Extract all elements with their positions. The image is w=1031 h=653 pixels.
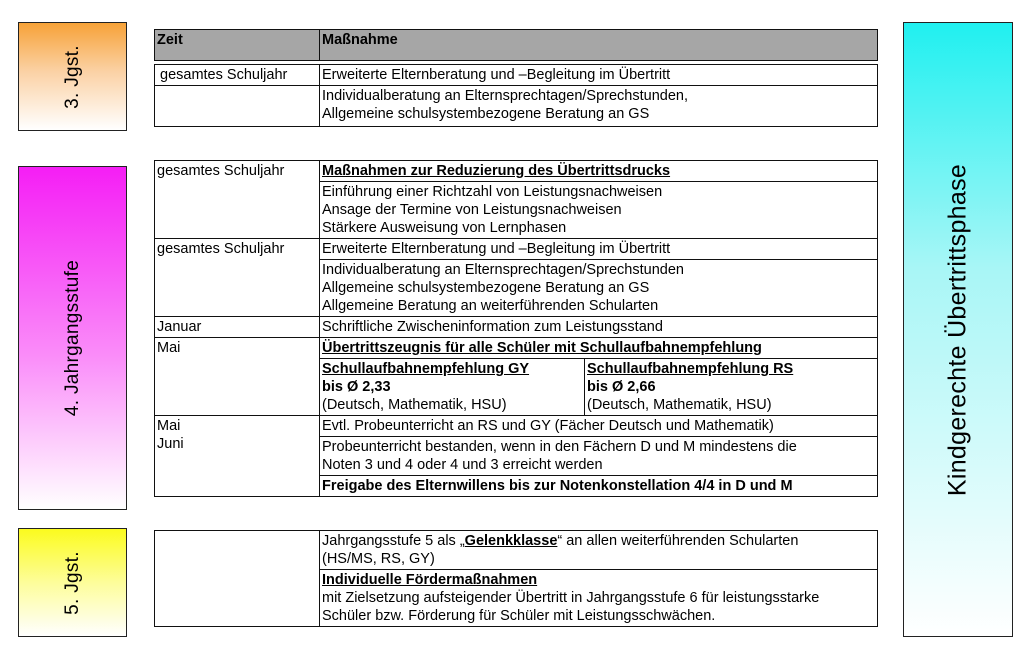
table-row: [155, 416, 878, 437]
table-row: [155, 239, 878, 260]
time-cell: Mai Juni: [155, 416, 320, 497]
grade5-table: [154, 530, 878, 627]
recommendation-cell: [320, 359, 878, 416]
measure-cell: Erweiterte Elternberatung und –Begleitung im Übertritt: [320, 65, 878, 86]
measure-cell: Evtl. Probeunterricht an RS und GY (Fächer Deutsch und Mathematik): [320, 416, 878, 437]
measure-cell: Erweiterte Elternberatung und –Begleitung im Übertritt: [320, 239, 878, 260]
measure-cell: Schriftliche Zwischeninformation zum Leistungsstand: [320, 317, 878, 338]
measure-cell: Individualberatung an Elternsprechtagen/Sprechstunden Allgemeine schulsystembezogene Beratung an GS Allgemeine Beratung an weiterführenden Schularten: [320, 260, 878, 317]
measure-cell: Probeunterricht bestanden, wenn in den Fächern D und M mindestens die Noten 3 und 4 oder 4 und 3 erreicht werden: [320, 437, 878, 476]
time-cell: Januar: [155, 317, 320, 338]
table-row: [155, 161, 878, 182]
grade4-table: [154, 160, 878, 497]
table-row: [155, 65, 878, 86]
measure-heading: Freigabe des Elternwillens bis zur Notenkonstellation 4/4 in D und M: [320, 476, 878, 497]
recommendation-rs: Schullaufbahnempfehlung RS bis Ø 2,66 (Deutsch, Mathematik, HSU): [587, 361, 794, 413]
measure-cell: Einführung einer Richtzahl von Leistungsnachweisen Ansage der Termine von Leistungsnachweisen Stärkere Ausweisung von Lernphasen: [320, 182, 878, 239]
transition-phase-label: Kindgerechte Übertrittsphase: [943, 163, 972, 496]
table-row: [155, 86, 878, 127]
measure-heading: Maßnahmen zur Reduzierung des Übertrittsdrucks: [320, 161, 878, 182]
time-cell: gesamtes Schuljahr: [155, 65, 320, 86]
time-cell: [155, 86, 320, 127]
table-header-row: [155, 30, 878, 61]
measure-heading: Übertrittszeugnis für alle Schüler mit Schullaufbahnempfehlung: [320, 338, 878, 359]
time-cell: gesamtes Schuljahr: [155, 239, 320, 317]
header-time: Zeit: [155, 30, 320, 61]
recommendation-gy: Schullaufbahnempfehlung GY bis Ø 2,33 (Deutsch, Mathematik, HSU): [320, 359, 585, 415]
grade3-label: 3. Jgst.: [61, 44, 83, 109]
grade5-label-box: [18, 528, 127, 637]
time-cell: Mai: [155, 338, 320, 416]
measure-cell: Jahrgangsstufe 5 als „Gelenkklasse“ an allen weiterführenden Schularten (HS/MS, RS, GY): [320, 531, 878, 570]
table-row: [155, 338, 878, 359]
time-cell: [155, 531, 320, 627]
grade4-label: 4. Jahrgangsstufe: [61, 259, 83, 417]
measure-cell: Individualberatung an Elternsprechtagen/Sprechstunden, Allgemeine schulsystembezogene Beratung an GS: [320, 86, 878, 127]
grade3-table: [154, 29, 878, 127]
table-row: [155, 317, 878, 338]
grade3-label-box: [18, 22, 127, 131]
transition-phase-box: [903, 22, 1013, 637]
grade4-label-box: [18, 166, 127, 510]
time-cell: gesamtes Schuljahr: [155, 161, 320, 239]
measure-cell: Individuelle Fördermaßnahmen mit Zielsetzung aufsteigender Übertritt in Jahrgangsstufe 6 für leistungsstarke Schüler bzw. Förderung für Schüler mit Leistungsschwächen.: [320, 570, 878, 627]
grade5-label: 5. Jgst.: [61, 550, 83, 615]
table-row: [155, 531, 878, 570]
header-measure: Maßnahme: [320, 30, 878, 61]
